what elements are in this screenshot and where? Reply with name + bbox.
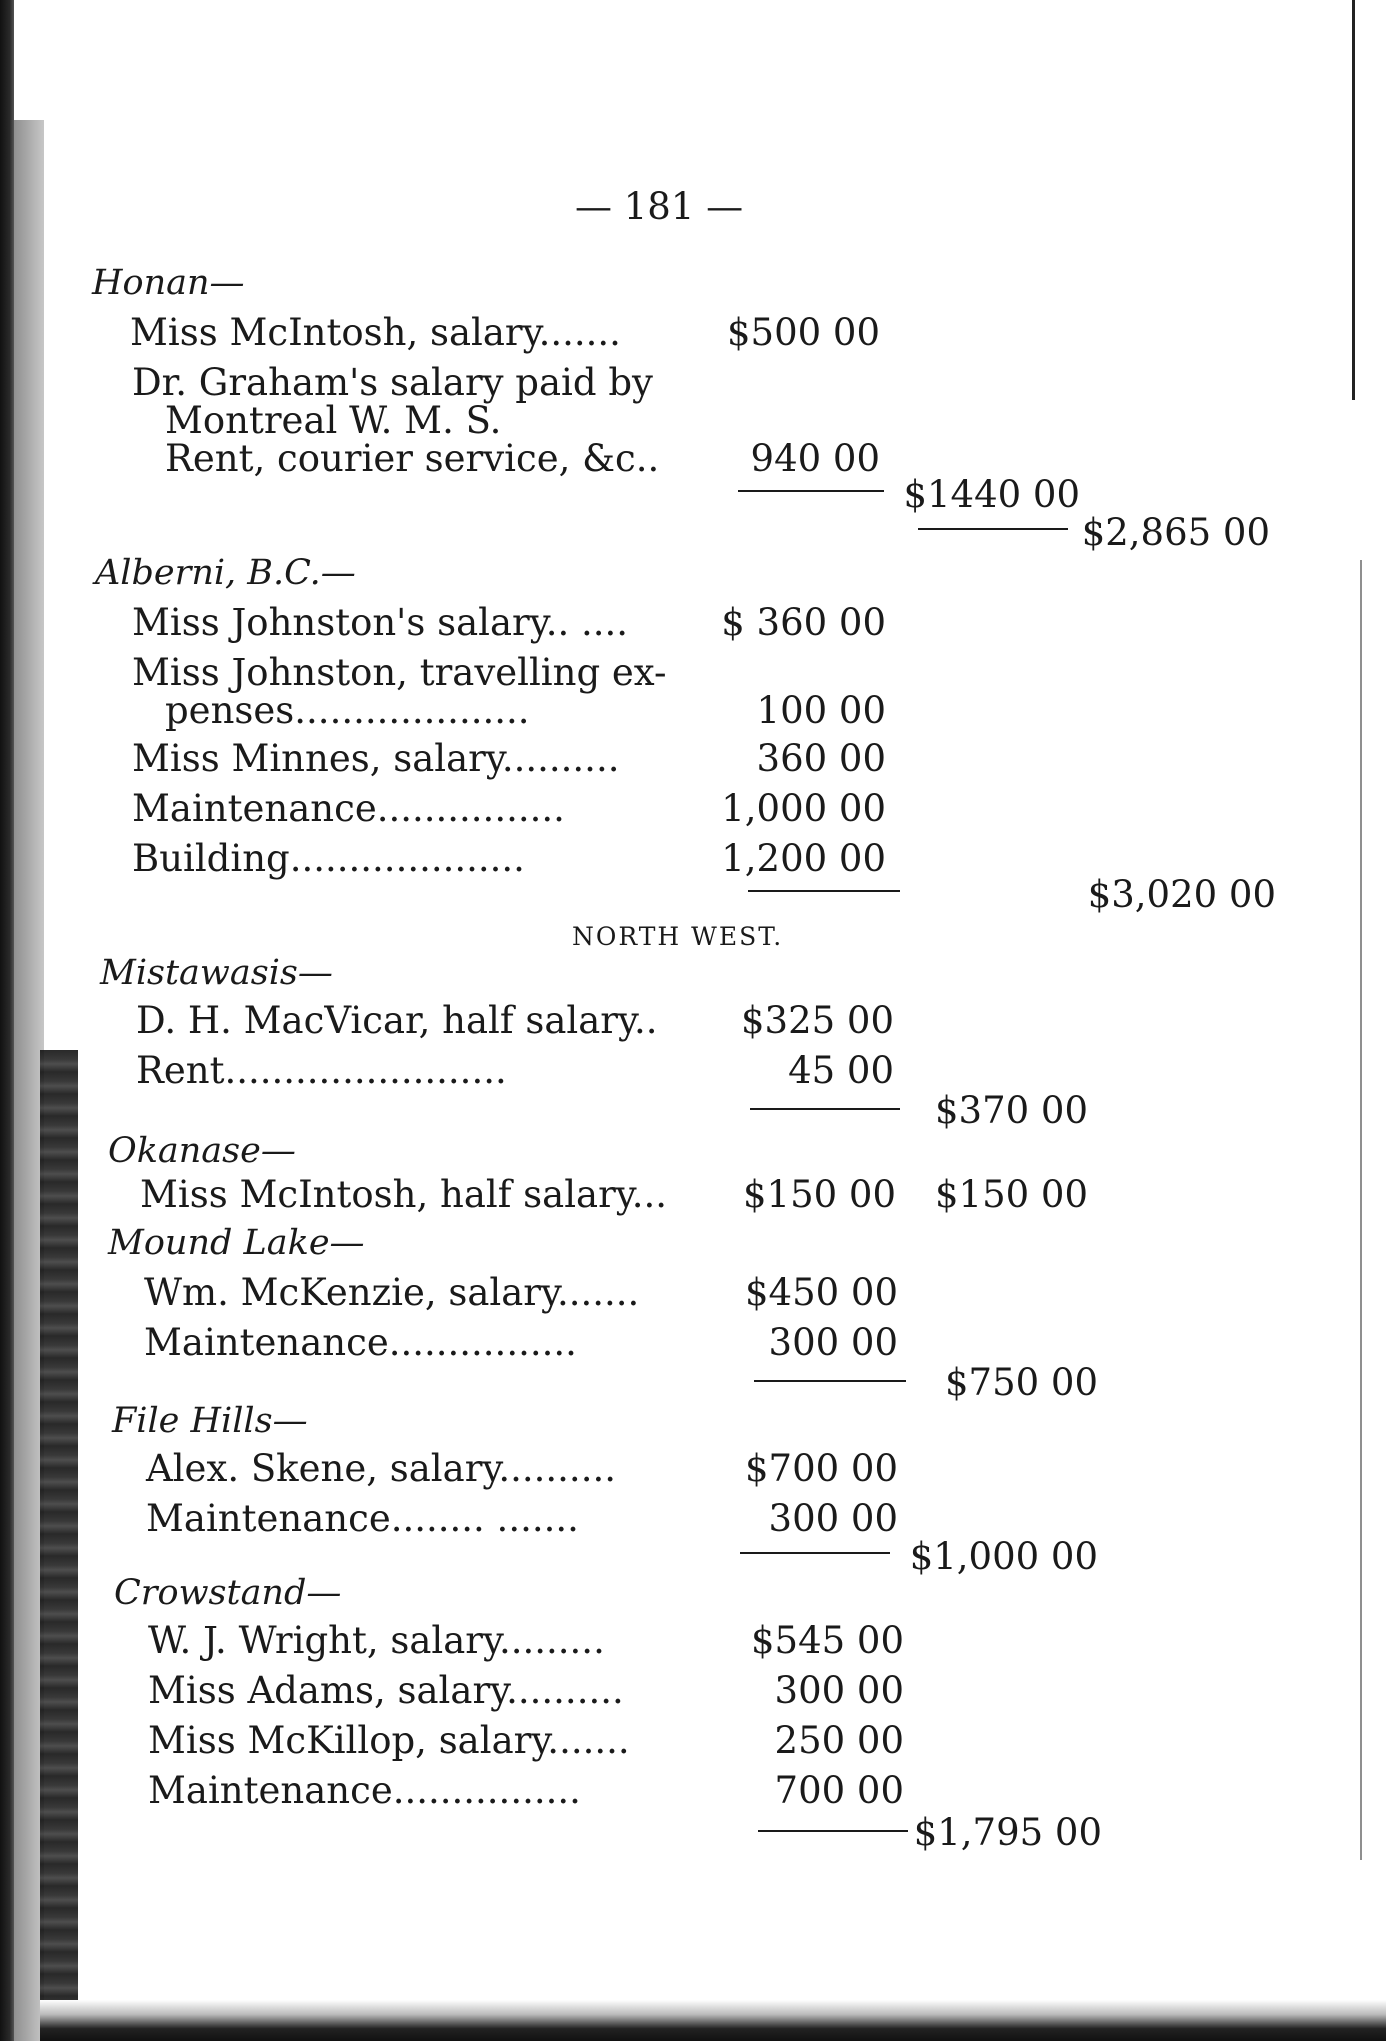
subtotal-rule <box>750 1108 900 1110</box>
subtotal-rule <box>740 1552 890 1554</box>
page-number: — 181 — <box>575 185 744 228</box>
section-heading-mistawasis: Mistawasis— <box>100 953 333 993</box>
line-item-amount: 45 00 <box>788 1049 894 1092</box>
line-item-label: Miss Johnston, travelling ex- <box>132 651 667 694</box>
line-item-amount: $700 00 <box>744 1447 898 1490</box>
line-item-label: Miss McIntosh, salary....... <box>130 311 621 354</box>
total-amount: $3,020 00 <box>1087 873 1276 916</box>
line-item-label: Maintenance........ ....... <box>146 1497 579 1540</box>
line-item-label: Maintenance................ <box>144 1321 577 1364</box>
section-heading-honan: Honan— <box>92 263 245 303</box>
page-edge-right-faint <box>1360 560 1362 1860</box>
line-item-label: Wm. McKenzie, salary....... <box>144 1271 640 1314</box>
page-edge-bottom <box>40 2000 1386 2041</box>
line-item-label: Miss Minnes, salary.......... <box>132 737 620 780</box>
line-item-label: Dr. Graham's salary paid by <box>132 361 653 404</box>
line-item-amount: 700 00 <box>774 1769 904 1812</box>
subtotal-amount: $1,795 00 <box>913 1811 1102 1854</box>
line-item-amount: $150 00 <box>742 1173 896 1216</box>
line-item-label: Miss McIntosh, half salary... <box>140 1173 668 1216</box>
subtotal-amount: $1440 00 <box>903 473 1080 516</box>
line-item-amount: 100 00 <box>756 689 886 732</box>
line-item-amount: 1,200 00 <box>721 837 886 880</box>
page-edge-binding <box>40 1050 78 2041</box>
section-heading-file-hills: File Hills— <box>112 1401 308 1441</box>
line-item-label: Montreal W. M. S. <box>165 399 502 442</box>
total-rule <box>918 528 1068 530</box>
subtotal-amount: $750 00 <box>944 1361 1098 1404</box>
line-item-amount: 250 00 <box>774 1719 904 1762</box>
line-item-amount: $325 00 <box>740 999 894 1042</box>
region-banner: NORTH WEST. <box>572 922 784 951</box>
section-heading-okanase: Okanase— <box>108 1131 296 1171</box>
line-item-label: D. H. MacVicar, half salary.. <box>136 999 658 1042</box>
line-item-label: Miss McKillop, salary....... <box>148 1719 630 1762</box>
line-item-label: Maintenance................ <box>132 787 565 830</box>
line-item-amount: $500 00 <box>726 311 880 354</box>
line-item-label: Building.................... <box>132 837 525 880</box>
line-item-amount: $545 00 <box>750 1619 904 1662</box>
line-item-amount: 360 00 <box>756 737 886 780</box>
page-edge-right <box>1352 0 1355 400</box>
section-heading-alberni: Alberni, B.C.— <box>95 553 356 593</box>
line-item-amount: $ 360 00 <box>721 601 886 644</box>
line-item-amount: $450 00 <box>744 1271 898 1314</box>
line-item-label: Miss Johnston's salary.. .... <box>132 601 629 644</box>
line-item-label: penses.................... <box>165 689 530 732</box>
line-item-amount: 300 00 <box>768 1497 898 1540</box>
subtotal-amount: $150 00 <box>934 1173 1088 1216</box>
line-item-label: Maintenance................ <box>148 1769 581 1812</box>
line-item-amount: 1,000 00 <box>721 787 886 830</box>
page-edge-left <box>0 0 14 2041</box>
line-item-label: Miss Adams, salary.......... <box>148 1669 624 1712</box>
line-item-amount: 940 00 <box>750 437 880 480</box>
section-heading-crowstand: Crowstand— <box>114 1573 342 1613</box>
line-item-label: Alex. Skene, salary.......... <box>146 1447 616 1490</box>
total-amount: $2,865 00 <box>1081 511 1270 554</box>
section-heading-mound-lake: Mound Lake— <box>108 1223 365 1263</box>
line-item-label: Rent........................ <box>136 1049 507 1092</box>
subtotal-rule <box>738 490 884 492</box>
subtotal-rule <box>758 1830 908 1832</box>
line-item-label: Rent, courier service, &c.. <box>165 437 660 480</box>
line-item-amount: 300 00 <box>774 1669 904 1712</box>
subtotal-amount: $1,000 00 <box>909 1535 1098 1578</box>
subtotal-rule <box>748 890 900 892</box>
subtotal-amount: $370 00 <box>934 1089 1088 1132</box>
subtotal-rule <box>754 1380 906 1382</box>
line-item-amount: 300 00 <box>768 1321 898 1364</box>
line-item-label: W. J. Wright, salary......... <box>148 1619 605 1662</box>
